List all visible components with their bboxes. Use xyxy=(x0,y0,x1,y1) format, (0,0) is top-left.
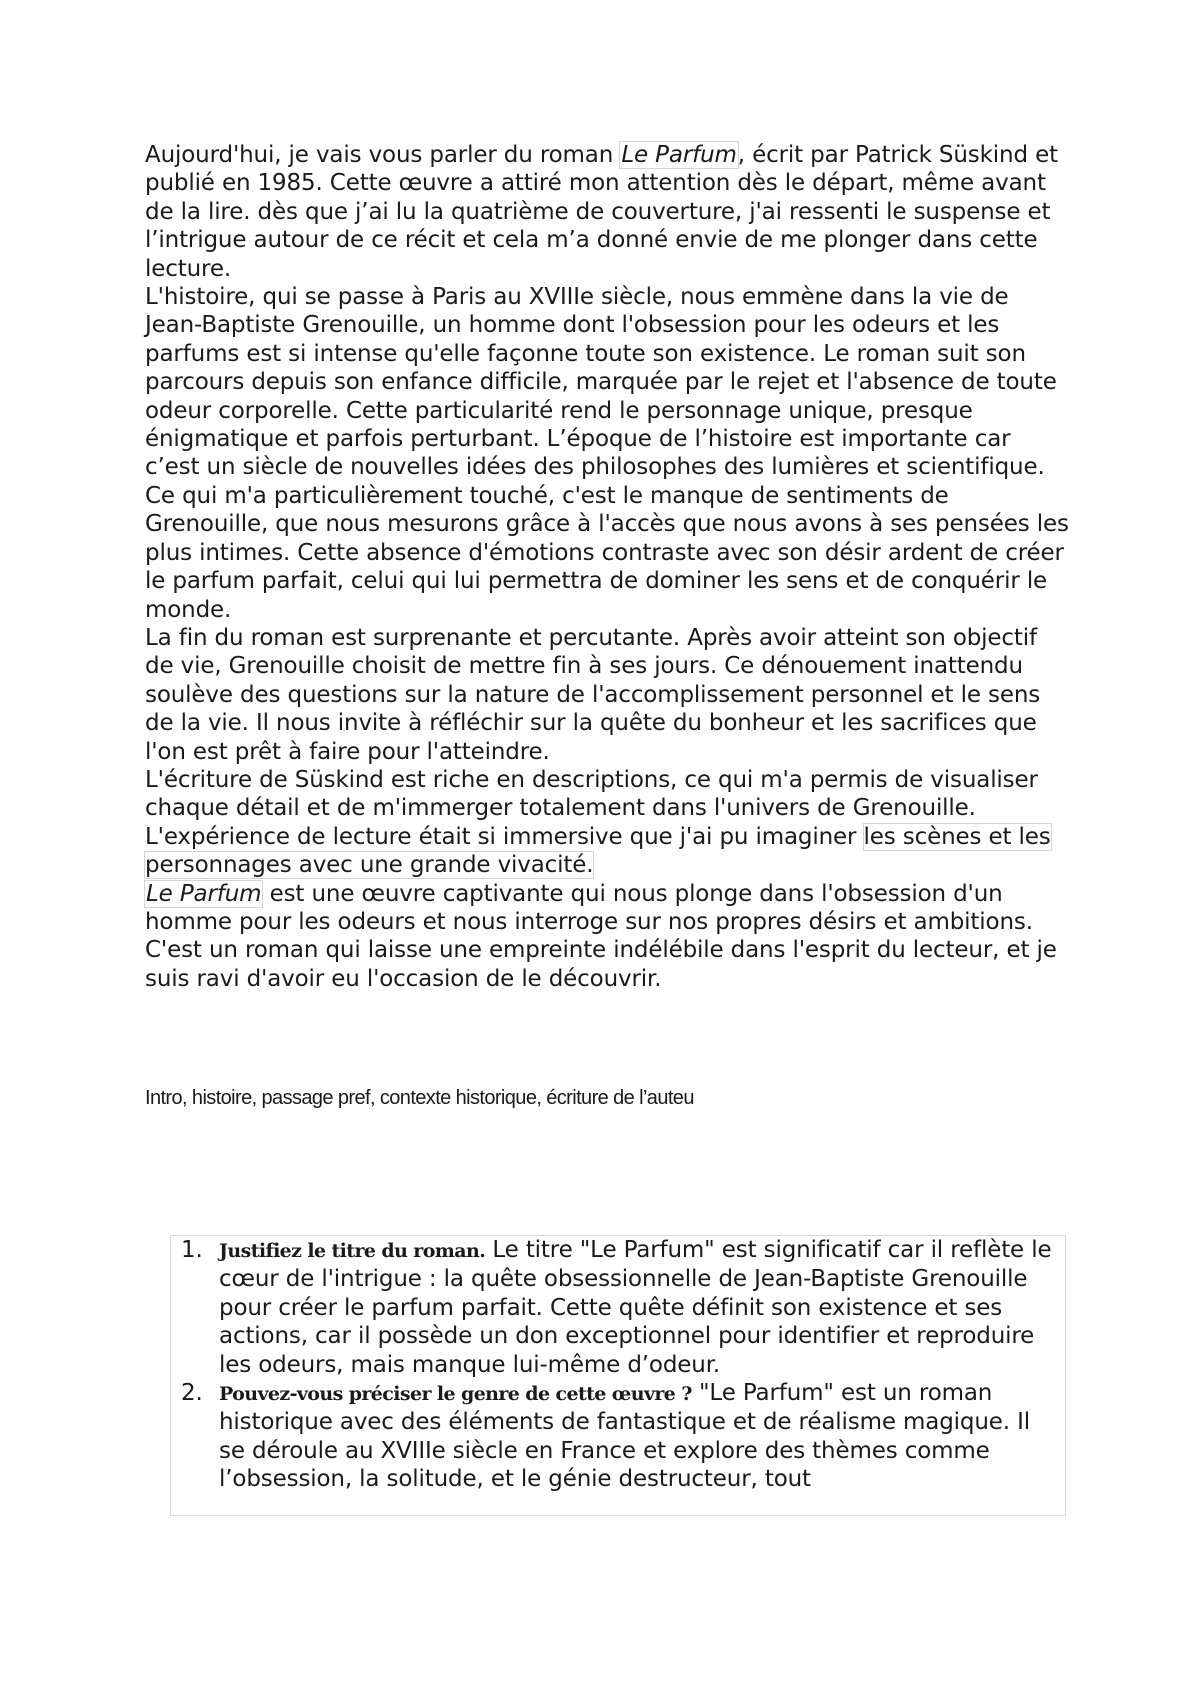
paragraph-writing xyxy=(145,766,1070,880)
paragraph-conclusion xyxy=(145,880,1070,994)
question-text: Pouvez-vous préciser le genre de cette œuvre ? xyxy=(219,1383,692,1406)
question-number: 1. xyxy=(181,1237,203,1263)
writing-text: L'écriture de Süskind est riche en descriptions, ce qui m'a permis de visualiser chaque détail et de m'immerger totalement dans l'univers de Grenouille. L'expérience de lecture était si immersive que j'ai pu imaginer xyxy=(145,766,1038,850)
answer-text: Le titre "Le Parfum" est significatif car il reflète le cœur de l'intrigue : la quête obsessionnelle de Jean-Baptiste Grenouille pour créer le parfum parfait. Cette quête définit son existence et ses actions, car il possède un don exceptionnel pour identifier et reproduire les odeurs, mais manque lui-même d’odeur. xyxy=(219,1237,1052,1378)
paragraph-intro xyxy=(145,141,1070,283)
intro-text-start: Aujourd'hui, je vais vous parler du roman xyxy=(145,142,621,168)
writing-text-boxed: les scènes et les personnages avec une grande vivacité. xyxy=(145,823,1051,879)
question-number: 2. xyxy=(181,1380,203,1407)
question-item xyxy=(171,1379,1065,1494)
paragraph-feelings: Ce qui m'a particulièrement touché, c'est le manque de sentiments de Grenouille, que nous mesurons grâce à l'accès que nous avons à ses pensées les plus intimes. Cette absence d'émotions contraste avec son désir ardent de créer le parfum parfait, celui qui lui permettra de dominer les sens et de conquérir le monde. xyxy=(145,482,1069,623)
paragraph-story: L'histoire, qui se passe à Paris au XVIIIe siècle, nous emmène dans la vie de Jean-Baptiste Grenouille, un homme dont l'obsession pour les odeurs et les parfums est si intense qu'elle façonne toute son existence. Le roman suit son parcours depuis son enfance difficile, marquée par le rejet et l'absence de toute odeur corporelle. Cette particularité rend le personnage unique, presque énigmatique et parfois perturbant. L’époque de l’histoire est importante car c’est un siècle de nouvelles idées des philosophes des lumières et scientifique. xyxy=(145,284,1057,481)
questions-list xyxy=(171,1236,1065,1494)
intro-text-end: , écrit par Patrick Süskind et publié en 1985. Cette œuvre a attiré mon attention dès le départ, même avant de la lire. dès que j’ai lu la quatrième de couverture, j'ai ressenti le suspense et l’intrigue autour de ce récit et cela m’a donné envie de me plonger dans cette lecture. xyxy=(145,142,1058,282)
question-item xyxy=(171,1236,1065,1379)
book-title-ref-2: Le Parfum xyxy=(146,880,262,907)
outline-note: Intro, histoire, passage pref, contexte historique, écriture de l’auteu xyxy=(145,1087,694,1109)
answer-text: "Le Parfum" est un roman historique avec des éléments de fantastique et de réalisme magique. Il se déroule au XVIIIe siècle en France et explore des thèmes comme l’obsession, la solitude, et le génie destructeur, tout xyxy=(219,1380,1030,1493)
book-title-ref: Le Parfum xyxy=(621,142,737,168)
question-text: Justifiez le titre du roman. xyxy=(219,1240,486,1262)
paragraph-ending: La fin du roman est surprenante et percutante. Après avoir atteint son objectif de vie, Grenouille choisit de mettre fin à ses jours. Ce dénouement inattendu soulève des questions sur la nature de l'accomplissement personnel et le sens de la vie. Il nous invite à réfléchir sur la quête du bonheur et les sacrifices que l'on est prêt à faire pour l'atteindre. xyxy=(145,624,1041,765)
conclusion-text: est une œuvre captivante qui nous plonge dans l'obsession d'un homme pour les odeurs et nous interroge sur nos propres désirs et ambitions. C'est un roman qui laisse une empreinte indélébile dans l'esprit du lecteur, et je suis ravi d'avoir eu l'occasion de le découvrir. xyxy=(145,880,1057,992)
questions-box xyxy=(170,1235,1066,1516)
review-body xyxy=(145,141,1070,993)
